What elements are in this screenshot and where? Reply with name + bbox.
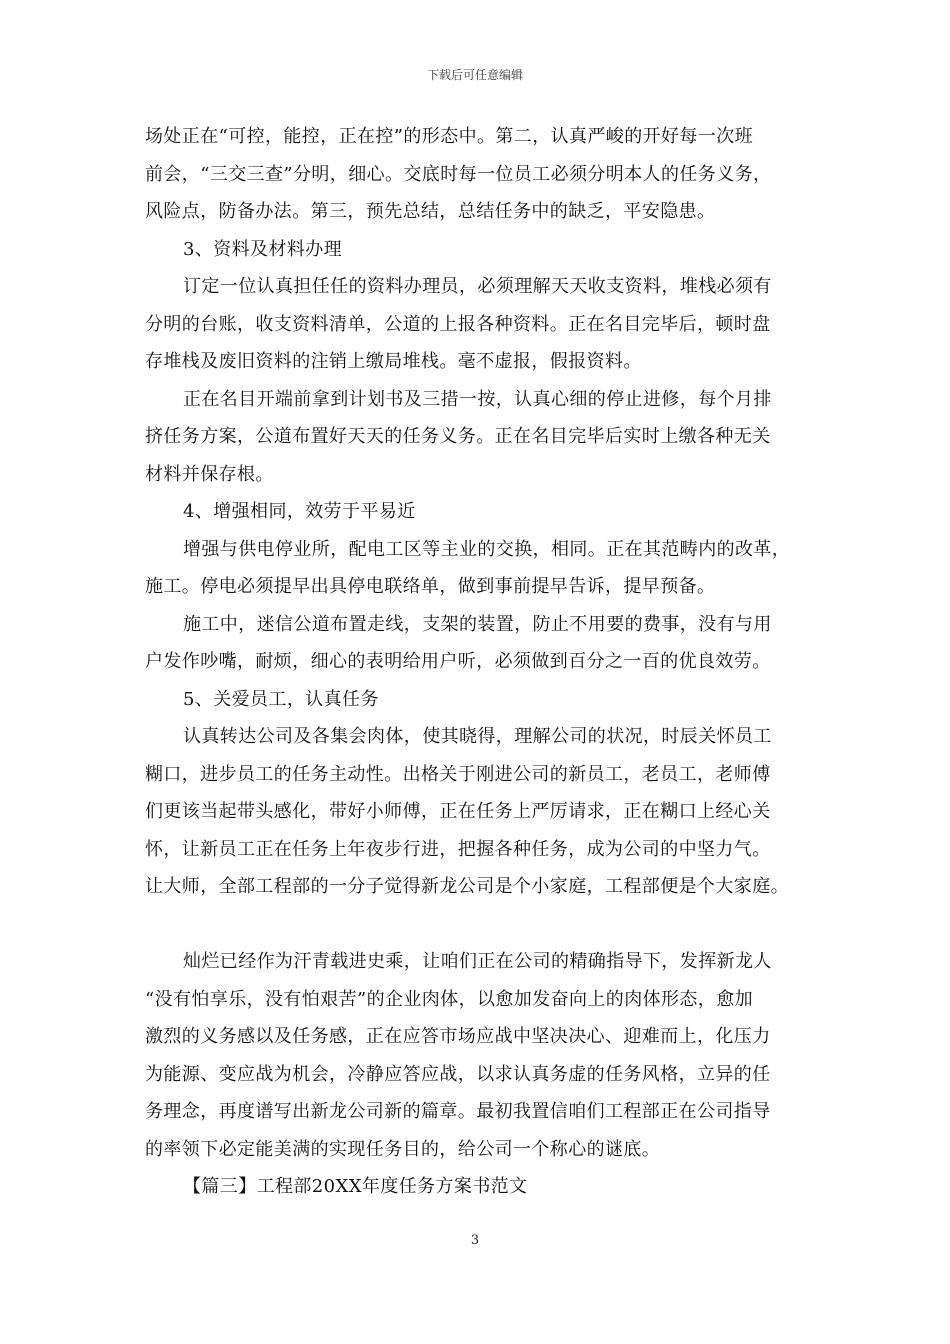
text-line: 为能源、变应战为机会，冷静应答应战，以求认真务虚的任务风格，立异的任 (145, 1063, 771, 1085)
page-number: 3 (470, 1233, 480, 1248)
text-line: 场处正在“可控，能控，正在控”的形态中。第二，认真严峻的开好每一次班 (145, 126, 754, 147)
section-heading: 5、关爱员工，认真任务 (183, 688, 379, 710)
section-title: 【篇三】工程部20XX年度任务方案书范文 (183, 1176, 528, 1197)
text-line: 正在名目开端前拿到计划书及三措一按，认真心细的停止进修，每个月排 (183, 388, 772, 410)
text-line: 挤任务方案，公道布置好天天的任务义务。正在名目完毕后实时上缴各种无关 (145, 426, 771, 447)
page-header: 下载后可任意编辑 (426, 68, 523, 82)
section-heading: 3、资料及材料办理 (183, 238, 343, 260)
text-line: “没有怕享乐，没有怕艰苦”的企业肉体，以愈加发奋向上的肉体形态，愈加 (145, 988, 754, 1010)
text-line: 户发作吵嘴，耐烦，细心的表明给用户听，必须做到百分之一百的优良效劳。 (145, 651, 771, 672)
text-line: 施工中，迷信公道布置走线，支架的装置，防止不用要的费事，没有与用 (183, 613, 772, 635)
text-line: 们更该当起带头感化，带好小师傅，正在任务上严厉请求，正在糊口上经心关 (145, 801, 771, 822)
text-line: 增强与供电停业所，配电工区等主业的交换，相同。正在其范畴内的改革， (183, 538, 791, 560)
text-line: 认真转达公司及各集会肉体，使其晓得，理解公司的状况，时辰关怀员工 (183, 726, 772, 747)
text-line: 怀，让新员工正在任务上年夜步行进，把握各种任务，成为公司的中坚力气。 (145, 838, 771, 860)
text-line: 施工。停电必须提早出具停电联络单，做到事前提早告诉，提早预备。 (145, 576, 716, 597)
document-body (145, 118, 815, 1206)
text-line: 务理念，再度谱写出新龙公司新的篇章。最初我置信咱们工程部正在公司指导 (145, 1101, 771, 1122)
text-line: 让大师，全部工程部的一分子觉得新龙公司是个小家庭，工程部便是个大家庭。 (145, 876, 789, 897)
blank-line (145, 906, 815, 944)
text-line: 材料并保存根。 (145, 463, 274, 485)
text-line: 分明的台账，收支资料清单，公道的上报各种资料。正在名目完毕后，顿时盘 (145, 313, 771, 335)
text-line: 前会，“三交三查”分明，细心。交底时每一位员工必须分明本人的任务义务， (145, 163, 772, 185)
text-line: 的率领下必定能美满的实现任务目的，给公司一个称心的谜底。 (145, 1138, 661, 1160)
text-line: 灿烂已经作为汗青载进史乘，让咱们正在公司的精确指导下，发挥新龙人 (183, 951, 772, 972)
text-line: 糊口，进步员工的任务主动性。出格关于刚进公司的新员工，老员工，老师傅 (145, 763, 771, 785)
text-line: 订定一位认真担任任的资料办理员，必须理解天天收支资料，堆栈必须有 (183, 276, 772, 297)
text-line: 激烈的义务感以及任务感，正在应答市场应战中坚决决心、迎难而上，化压力 (145, 1026, 771, 1047)
text-line: 存堆栈及废旧资料的注销上缴局堆栈。毫不虚报，假报资料。 (145, 351, 642, 372)
text-line: 风险点，防备办法。第三，预先总结，总结任务中的缺乏，平安隐患。 (145, 201, 716, 222)
section-heading: 4、增强相同，效劳于平易近 (183, 501, 416, 522)
